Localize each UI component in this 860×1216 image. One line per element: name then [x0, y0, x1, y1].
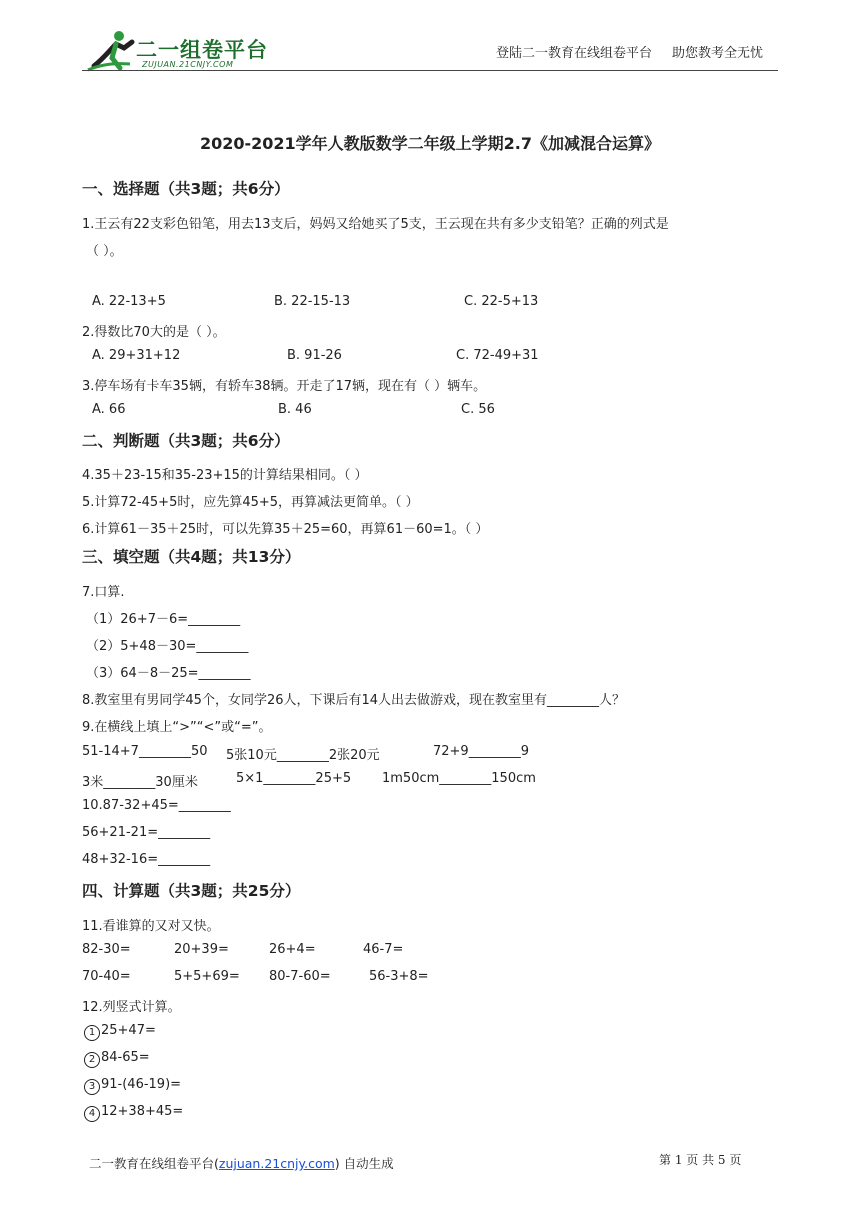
header-divider [82, 70, 778, 71]
question-1-line2: （ ）。 [86, 244, 123, 259]
q7-item-2: （2）5+48－30=________ [86, 639, 249, 654]
q11-r2-c3: 80-7-60= [269, 969, 331, 984]
section-choice: 一、选择题（共3题；共6分） [82, 180, 290, 198]
question-4: 4.35＋23-15和35-23+15的计算结果相同。（ ） [82, 468, 368, 483]
question-11: 11.看谁算的又对又快。 [82, 919, 220, 934]
platform-logo [86, 28, 276, 74]
q11-r1-c1: 82-30= [82, 942, 131, 957]
header-slogan: 助您教考全无忧 [672, 46, 764, 61]
q1-option-a[interactable]: A. 22-13+5 [92, 294, 166, 309]
q11-r1-c3: 26+4= [269, 942, 316, 957]
question-10-line1: 10.87-32+45=________ [82, 798, 231, 813]
q12-expr: 25+47= [101, 1023, 156, 1038]
q11-r1-c2: 20+39= [174, 942, 229, 957]
q2-option-c[interactable]: C. 72-49+31 [456, 348, 539, 363]
q9-r1-c3: 72+9________9 [433, 744, 529, 759]
question-2: 2.得数比70大的是（ ）。 [82, 325, 226, 340]
circled-number: 2 [84, 1052, 100, 1068]
q12-expr: 12+38+45= [101, 1104, 184, 1119]
q3-option-a[interactable]: A. 66 [92, 402, 126, 417]
q11-r2-c2: 5+5+69= [174, 969, 240, 984]
footer-prefix: 二一教育在线组卷平台( [89, 1156, 219, 1171]
question-10-line3: 48+32-16=________ [82, 852, 211, 867]
section-judge: 二、判断题（共3题；共6分） [82, 432, 290, 450]
question-12: 12.列竖式计算。 [82, 1000, 181, 1015]
q9-r2-c2: 5×1________25+5 [236, 771, 352, 786]
q9-r1-c2: 5张10元________2张20元 [226, 748, 380, 763]
q1-option-c[interactable]: C. 22-5+13 [464, 294, 539, 309]
page-number: 第 1 页 共 5 页 [659, 1153, 742, 1167]
question-9: 9.在横线上填上“>”“<”或“=”。 [82, 720, 272, 735]
q7-item-3: （3）64－8－25=________ [86, 666, 251, 681]
q12-item-2 [84, 1050, 150, 1068]
header-link-login[interactable]: 登陆二一教育在线组卷平台 [496, 46, 653, 61]
section-calc: 四、计算题（共3题；共25分） [82, 882, 301, 900]
circled-number: 3 [84, 1079, 100, 1095]
q12-item-1 [84, 1023, 156, 1041]
logo-text: 二一组卷平台 [136, 38, 268, 62]
q3-option-c[interactable]: C. 56 [461, 402, 495, 417]
question-8: 8.教室里有男同学45个，女同学26人，下课后有14人出去做游戏，现在教室里有________人？ [82, 693, 626, 708]
q7-item-1: （1）26+7－6=________ [86, 612, 241, 627]
circled-number: 1 [84, 1025, 100, 1041]
question-6: 6.计算61－35＋25时，可以先算35＋25=60，再算61－60=1。（ ） [82, 522, 489, 537]
footer-generated-by [89, 1154, 394, 1172]
page-title: 2020-2021学年人教版数学二年级上学期2.7《加减混合运算》 [199, 134, 661, 153]
q12-expr: 84-65= [101, 1050, 150, 1065]
q9-r1-c1: 51-14+7________50 [82, 744, 208, 759]
q2-option-b[interactable]: B. 91-26 [287, 348, 342, 363]
q12-item-3 [84, 1077, 181, 1095]
question-3: 3.停车场有卡车35辆，有轿车38辆。开走了17辆，现在有（ ）辆车。 [82, 379, 487, 394]
q11-r1-c4: 46-7= [363, 942, 404, 957]
circled-number: 4 [84, 1106, 100, 1122]
footer-suffix: ) 自动生成 [334, 1156, 394, 1171]
q9-r2-c3: 1m50cm________150cm [382, 771, 536, 786]
question-1-line1: 1.王云有22支彩色铅笔，用去13支后，妈妈又给她买了5支，王云现在共有多少支铅笔？正确的列式是 [82, 217, 669, 232]
q3-option-b[interactable]: B. 46 [278, 402, 312, 417]
footer-link[interactable]: zujuan.21cnjy.com [218, 1156, 335, 1171]
q12-expr: 91-(46-19)= [101, 1077, 182, 1092]
q9-r2-c1: 3米________30厘米 [82, 775, 198, 790]
q1-option-b[interactable]: B. 22-15-13 [274, 294, 351, 309]
question-7: 7.口算. [82, 585, 125, 600]
q12-item-4 [84, 1104, 183, 1122]
question-5: 5.计算72-45+5时，应先算45+5，再算减法更简单。（ ） [82, 495, 419, 510]
question-10-line2: 56+21-21=________ [82, 825, 211, 840]
section-fill: 三、填空题（共4题；共13分） [82, 548, 301, 566]
logo-subtext: ZUJUAN.21CNJY.COM [142, 60, 234, 69]
q2-option-a[interactable]: A. 29+31+12 [92, 348, 181, 363]
q11-r2-c4: 56-3+8= [369, 969, 429, 984]
q11-r2-c1: 70-40= [82, 969, 131, 984]
